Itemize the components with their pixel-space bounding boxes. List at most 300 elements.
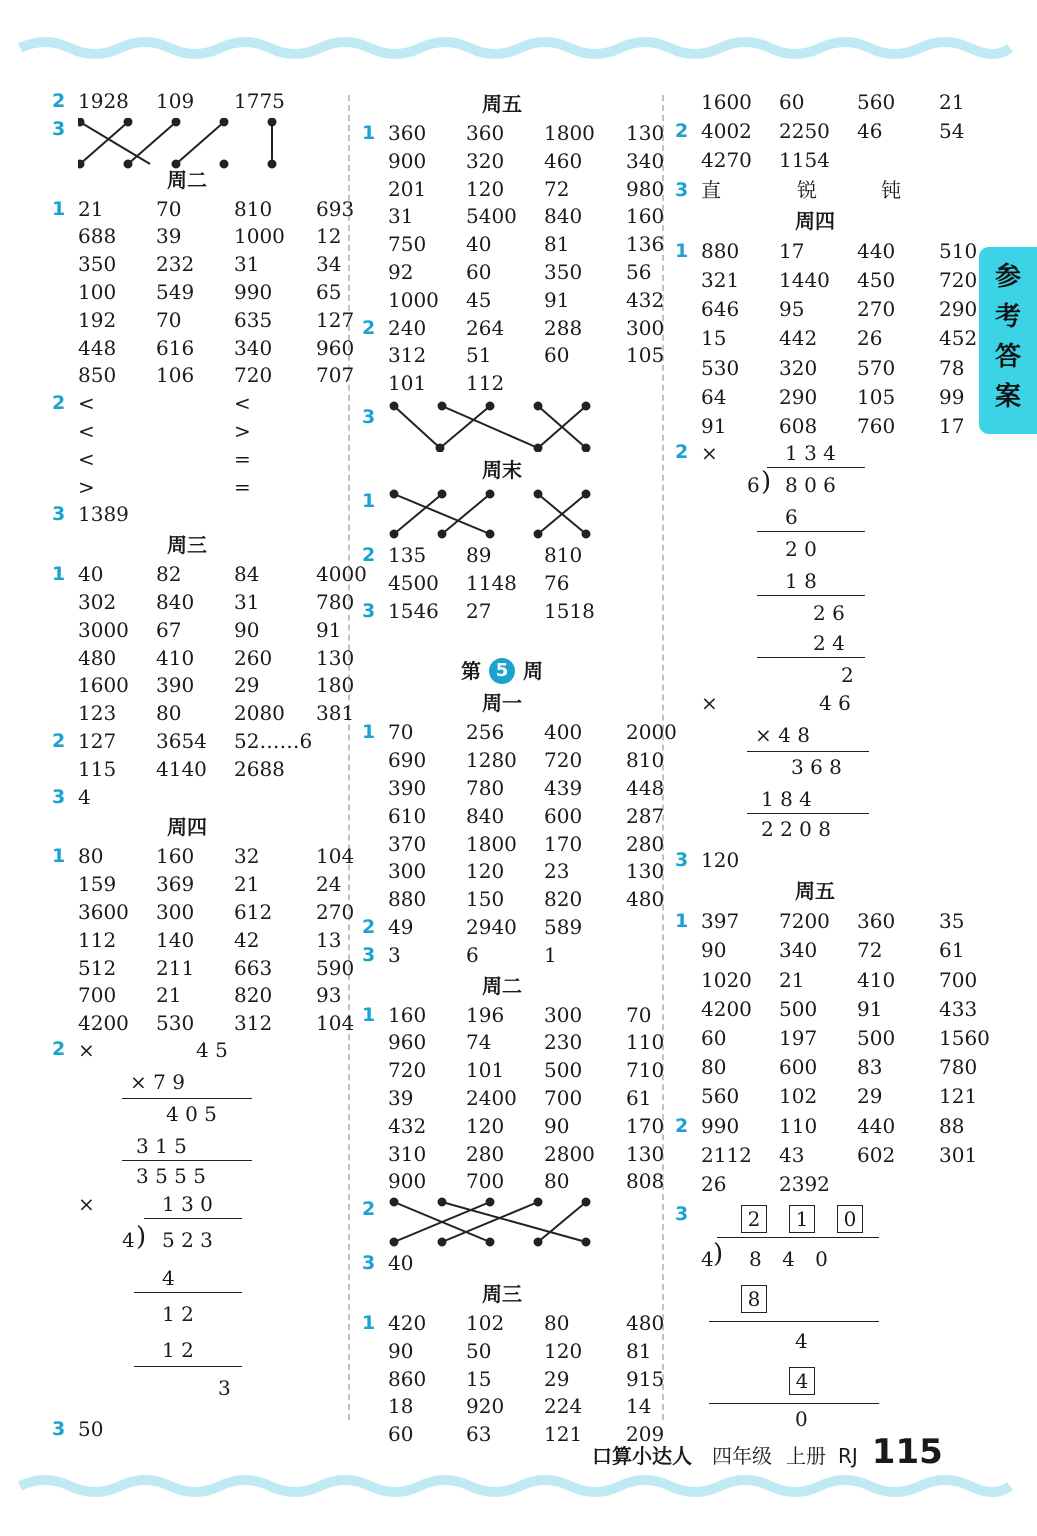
answer-cell: 7200 (779, 909, 830, 934)
answer-block (52, 561, 367, 811)
question-number: 2 (362, 316, 376, 339)
answer-cell: 196 (466, 1002, 505, 1027)
answer-cell: 67 (156, 617, 182, 642)
rule-line (757, 531, 865, 532)
answer-cell: 590 (316, 955, 355, 980)
answer-cell: 81 (544, 232, 570, 257)
answer-cell: 381 (316, 701, 355, 726)
answer-cell: 31 (234, 252, 260, 277)
answer-cell: 280 (466, 1141, 505, 1166)
answer-cell: 2800 (544, 1141, 595, 1166)
answer-cell: 452 (939, 326, 978, 351)
answer-cell: 2400 (466, 1085, 517, 1110)
answer-cell: 40 (78, 562, 104, 587)
answer-cell: 170 (544, 831, 583, 856)
answer-cell: 448 (626, 775, 665, 800)
answer-cell: 915 (626, 1366, 665, 1391)
answer-cell: 900 (388, 148, 427, 173)
question-number: 1 (362, 489, 376, 512)
answer-cell: 91 (857, 996, 883, 1021)
answer-cell: 90 (234, 617, 260, 642)
question-number: 1 (362, 721, 376, 744)
answer-row (675, 1024, 990, 1053)
answer-row (52, 899, 355, 927)
answer-cell: 2392 (779, 1171, 830, 1196)
answer-cell: 2688 (234, 756, 285, 781)
answer-cell: 88 (939, 1113, 965, 1138)
answer-cell: 3654 (156, 728, 207, 753)
book-title: 口算小达人 (592, 1444, 692, 1468)
digit-row: 1 8 4 (761, 787, 812, 812)
answer-cell: 589 (544, 914, 583, 939)
answer-cell: 60 (388, 1422, 414, 1447)
question-number: 3 (362, 405, 376, 428)
answer-cell: 21 (156, 983, 182, 1008)
rule-line (134, 1292, 242, 1293)
answer-cell: 3 (388, 942, 401, 967)
rule-line (709, 1321, 879, 1322)
answer-row (362, 1338, 662, 1366)
answer-cell: 39 (156, 224, 182, 249)
question-number: 1 (52, 197, 66, 220)
section-title: 周末 (482, 457, 522, 482)
answer-row (675, 1112, 975, 1141)
answer-block (675, 907, 990, 1199)
divisor: 4 (701, 1247, 714, 1272)
answer-cell: 26 (857, 326, 883, 351)
answer-cell: 52……6 (234, 728, 313, 753)
answer-cell: 360 (466, 121, 505, 145)
answer-cell: 340 (626, 148, 665, 173)
answer-row (675, 146, 975, 175)
answer-row (52, 474, 342, 502)
answer-cell: 74 (466, 1030, 492, 1055)
answer-cell: 1546 (388, 598, 439, 623)
matching-lines-diagram (388, 488, 628, 540)
answer-row (362, 542, 662, 570)
digit-row: 1 2 (162, 1301, 194, 1326)
answer-cell: 112 (466, 371, 505, 396)
long-division (52, 1188, 342, 1418)
answer-cell: 56 (626, 259, 652, 284)
answer-cell: 663 (234, 955, 273, 980)
answer-cell: 91 (701, 413, 727, 438)
answer-row (362, 486, 662, 542)
answer-row (675, 1053, 978, 1082)
answer-row (52, 88, 342, 116)
answer-cell: 616 (156, 335, 195, 360)
edition-label: RJ (838, 1444, 858, 1468)
answer-cell: 4000 (316, 562, 367, 587)
answer-row (362, 315, 665, 343)
answer-cell: 135 (388, 542, 427, 567)
answer-cell: 1518 (544, 598, 595, 623)
answer-cell: 锐 (797, 177, 817, 202)
answer-row (52, 390, 342, 418)
digit-row: 2 2 0 8 (761, 817, 831, 842)
answer-cell: > (78, 474, 95, 499)
answer-cell: 61 (939, 938, 965, 963)
column-divider (348, 95, 350, 1420)
answer-cell: 1800 (544, 121, 595, 145)
answer-cell: 102 (466, 1310, 505, 1335)
answer-cell: 32 (234, 844, 260, 869)
answer-row (675, 846, 975, 875)
answer-cell: 1000 (234, 224, 285, 249)
remainder: 0 (795, 1407, 808, 1432)
answer-cell: 109 (156, 89, 195, 113)
answer-cell: 110 (626, 1030, 665, 1055)
answer-cell: 2112 (701, 1142, 752, 1167)
answer-cell: 99 (939, 384, 965, 409)
answer-cell: 95 (779, 297, 805, 322)
answer-row (362, 858, 665, 886)
answer-cell: 93 (316, 983, 342, 1008)
answer-row (362, 370, 662, 398)
tab-char: 案 (994, 382, 1021, 412)
answer-cell: 31 (388, 204, 414, 229)
question-number: 3 (52, 117, 66, 140)
rule-line (709, 1403, 879, 1404)
answer-row (362, 203, 665, 231)
answer-cell: 1775 (234, 89, 285, 113)
answer-cell: 91 (544, 287, 570, 312)
digit-row: 4 5 (196, 1037, 228, 1062)
answer-cell: 960 (316, 335, 355, 360)
answer-cell: 232 (156, 252, 195, 277)
answer-cell: 72 (544, 176, 570, 201)
answer-row (52, 700, 355, 728)
digit-row: 2 6 (813, 601, 845, 626)
answer-cell: 104 (316, 844, 355, 869)
answer-column-3 (675, 88, 990, 1432)
answer-row (675, 383, 975, 412)
answer-cell: 50 (466, 1338, 492, 1363)
answer-cell: 15 (701, 326, 727, 351)
answer-cell: 360 (388, 121, 427, 145)
answer-cell: 104 (316, 1011, 355, 1036)
answer-cell: 1148 (466, 570, 517, 595)
answer-cell: 433 (939, 996, 978, 1021)
answer-cell: 301 (939, 1142, 978, 1167)
answer-cell: 211 (156, 955, 195, 980)
answer-row (52, 116, 342, 144)
answer-cell: 240 (388, 315, 427, 340)
answer-row (362, 1085, 662, 1113)
question-number: 3 (52, 785, 66, 808)
rule-line (144, 1218, 242, 1219)
answer-cell: 410 (156, 645, 195, 670)
answer-cell: 390 (388, 775, 427, 800)
answer-cell: 91 (316, 617, 342, 642)
answer-row (52, 617, 342, 645)
answer-row (362, 598, 662, 626)
answer-row (675, 1082, 978, 1111)
answer-row (52, 362, 355, 390)
digit-row: 4 (162, 1265, 175, 1290)
digit-row: 6 (785, 505, 798, 530)
dividend: 8 4 0 (749, 1247, 828, 1272)
answer-cell: 4002 (701, 119, 752, 144)
digit-row: × 4 8 (755, 723, 810, 748)
answer-cell: 880 (701, 238, 740, 263)
section-title: 周二 (482, 973, 522, 998)
rule-line (747, 813, 869, 814)
answer-cell: 160 (156, 844, 195, 869)
section-title: 周三 (167, 533, 207, 558)
answer-cell: 102 (779, 1084, 818, 1109)
tab-char: 答 (994, 342, 1021, 372)
answer-cell: 420 (388, 1310, 427, 1335)
answer-cell: 224 (544, 1394, 583, 1419)
answer-row (52, 955, 355, 983)
answer-cell: 1440 (779, 267, 830, 292)
digit-row: 4 6 (819, 691, 851, 716)
answer-cell: 290 (779, 384, 818, 409)
question-number: 3 (52, 1417, 66, 1440)
answer-cell: 360 (857, 909, 896, 934)
question-number: 3 (675, 178, 689, 201)
answer-cell: 350 (544, 259, 583, 284)
answer-cell: 510 (939, 238, 978, 263)
answer-cell: 400 (544, 720, 583, 745)
answer-cell: 320 (466, 148, 505, 173)
digit-row: 4 0 5 (166, 1101, 217, 1126)
answer-cell: 693 (316, 196, 355, 221)
answer-box: 4 (789, 1367, 815, 1395)
answer-cell: 608 (779, 413, 818, 438)
long-division-boxes (675, 1199, 975, 1432)
question-number: 2 (675, 120, 689, 143)
answer-cell: 101 (466, 1058, 505, 1083)
mark-icon: × (701, 691, 718, 716)
answer-cell: 500 (779, 996, 818, 1021)
answer-cell: 432 (388, 1113, 427, 1138)
answer-row (362, 342, 665, 370)
question-number: 1 (52, 563, 66, 586)
answer-cell: 442 (779, 326, 818, 351)
answer-cell: 78 (939, 355, 965, 380)
answer-row (362, 747, 665, 775)
answer-cell: 439 (544, 775, 583, 800)
rule-line (757, 595, 865, 596)
answer-cell: 197 (779, 1026, 818, 1050)
answer-cell: 397 (701, 909, 740, 934)
answer-cell: 130 (626, 1141, 665, 1166)
answer-row (362, 1029, 665, 1057)
question-number: 2 (675, 1114, 689, 1137)
answer-cell: 92 (388, 259, 414, 284)
matching-lines-diagram (388, 400, 628, 452)
answer-cell: 90 (388, 1338, 414, 1363)
answer-cell: 192 (78, 307, 117, 332)
answer-cell: 127 (78, 728, 117, 753)
answer-cell: 287 (626, 803, 665, 828)
digit-row: × 7 9 (130, 1069, 185, 1094)
answer-cell: 710 (626, 1058, 665, 1083)
page-footer (592, 1432, 943, 1472)
answer-row (52, 561, 367, 589)
answer-cell: 720 (544, 748, 583, 773)
answer-cell: 40 (388, 1251, 414, 1276)
answer-cell: 256 (466, 720, 505, 745)
rule-line (717, 1237, 879, 1238)
answer-cell: 31 (234, 589, 260, 614)
week-prefix: 第 (461, 659, 481, 684)
quotient: 1 3 4 (785, 441, 836, 466)
answer-cell: 45 (466, 287, 492, 312)
answer-cell: 300 (156, 899, 195, 924)
answer-row (52, 982, 342, 1010)
answer-cell: 120 (466, 1113, 505, 1138)
answer-cell: 60 (701, 1026, 727, 1050)
answer-cell: 700 (544, 1085, 583, 1110)
answer-cell: 4270 (701, 148, 752, 173)
answer-cell: 369 (156, 872, 195, 897)
answer-cell: 602 (857, 1142, 896, 1167)
answer-cell: 612 (234, 899, 273, 924)
long-division (675, 441, 975, 691)
digit-row: 3 6 8 (791, 755, 842, 780)
answer-row (362, 287, 665, 315)
answer-cell: 1280 (466, 748, 517, 773)
bottom-wave-border (0, 1466, 1037, 1506)
division-bracket: ) (761, 467, 772, 498)
question-number: 3 (362, 943, 376, 966)
answer-row (675, 88, 975, 117)
question-number: 3 (362, 1252, 376, 1275)
question-number: 2 (52, 90, 66, 112)
answer-row (362, 914, 662, 942)
answer-cell: 209 (626, 1422, 665, 1447)
page-number: 115 (871, 1432, 943, 1472)
question-number: 2 (675, 441, 689, 464)
answer-cell: 690 (388, 748, 427, 773)
answer-cell: 23 (544, 859, 570, 884)
answer-row (675, 412, 975, 441)
answer-cell: 50 (78, 1416, 104, 1441)
answer-row (675, 907, 975, 936)
answer-row (362, 1393, 662, 1421)
answer-cell: 1600 (701, 90, 752, 114)
answer-cell: 136 (626, 232, 665, 257)
answer-cell: > (234, 418, 251, 443)
answer-cell: 127 (316, 307, 355, 332)
question-number: 3 (362, 599, 376, 622)
week-heading (362, 655, 662, 687)
answer-column-2 (362, 88, 677, 1449)
answer-row (362, 148, 665, 176)
answer-cell: 312 (388, 343, 427, 368)
remainder: 3 (218, 1375, 231, 1400)
week-suffix: 周 (523, 659, 543, 684)
answer-cell: 1600 (78, 673, 129, 698)
question-number: 1 (52, 845, 66, 868)
answer-cell: 850 (78, 363, 117, 388)
digit-row: 4 (795, 1329, 808, 1354)
mark-icon: × (78, 1191, 95, 1216)
answer-cell: 440 (857, 238, 896, 263)
answer-cell: 130 (316, 645, 355, 670)
answer-cell: 39 (388, 1085, 414, 1110)
answer-box: 8 (741, 1285, 767, 1313)
answer-cell: 121 (939, 1084, 978, 1109)
answer-row (362, 231, 665, 259)
answer-cell: 512 (78, 955, 117, 980)
answer-row (52, 728, 342, 756)
answer-cell: 300 (544, 1002, 583, 1027)
multiplication-check (675, 691, 975, 846)
answer-cell: 840 (544, 204, 583, 229)
answer-box: 2 (741, 1205, 767, 1233)
section-title: 周四 (167, 815, 207, 840)
rule-line (747, 751, 869, 752)
quotient: 1 3 0 (162, 1191, 213, 1216)
answer-cell: 264 (466, 315, 505, 340)
answer-cell: 4140 (156, 756, 207, 781)
rule-line (122, 1160, 252, 1161)
question-number: 3 (675, 1203, 689, 1226)
answer-row (675, 995, 978, 1024)
answer-cell: 60 (544, 343, 570, 368)
answer-cell: 150 (466, 887, 505, 912)
answer-cell: 500 (857, 1026, 896, 1050)
answer-cell: 302 (78, 589, 117, 614)
answer-cell: 530 (701, 355, 740, 380)
answer-cell: 13 (316, 927, 342, 952)
answer-cell: 34 (316, 252, 342, 277)
answer-cell: 560 (857, 90, 896, 114)
rule-line (757, 657, 865, 658)
answer-row (362, 398, 662, 454)
answer-cell: 1389 (78, 502, 129, 527)
answer-cell: 26 (701, 1171, 727, 1196)
answer-cell: 340 (234, 335, 273, 360)
answer-cell: 钝 (881, 177, 901, 202)
answer-cell: 860 (388, 1366, 427, 1391)
answer-cell: 570 (857, 355, 896, 380)
answer-cell: < (234, 391, 251, 416)
section-title: 周一 (482, 691, 522, 716)
answer-row (675, 266, 978, 295)
answer-cell: 480 (626, 1310, 665, 1335)
answer-row (362, 831, 665, 859)
answer-cell: 112 (78, 927, 117, 952)
answer-cell: 直 (701, 177, 721, 202)
dividend: 8 0 6 (785, 473, 836, 498)
answer-cell: 80 (78, 844, 104, 869)
rule-line (767, 467, 865, 468)
answer-row (675, 117, 975, 146)
answer-row (52, 1010, 355, 1038)
remainder: 2 (841, 663, 854, 688)
answer-cell: 40 (466, 232, 492, 257)
answer-row (52, 501, 342, 529)
answer-row (362, 570, 662, 598)
answer-block (52, 196, 355, 530)
answer-cell: = (234, 474, 251, 499)
answer-cell: 130 (626, 859, 665, 884)
answer-cell: 35 (939, 909, 965, 934)
rule-line (122, 1098, 252, 1099)
answer-cell: 18 (388, 1394, 414, 1419)
question-number: 2 (362, 915, 376, 938)
answer-row (52, 418, 342, 446)
answer-cell: 635 (234, 307, 273, 332)
answer-cell: 300 (626, 315, 665, 340)
answer-cell: < (78, 418, 95, 443)
section-title: 周四 (795, 208, 835, 233)
